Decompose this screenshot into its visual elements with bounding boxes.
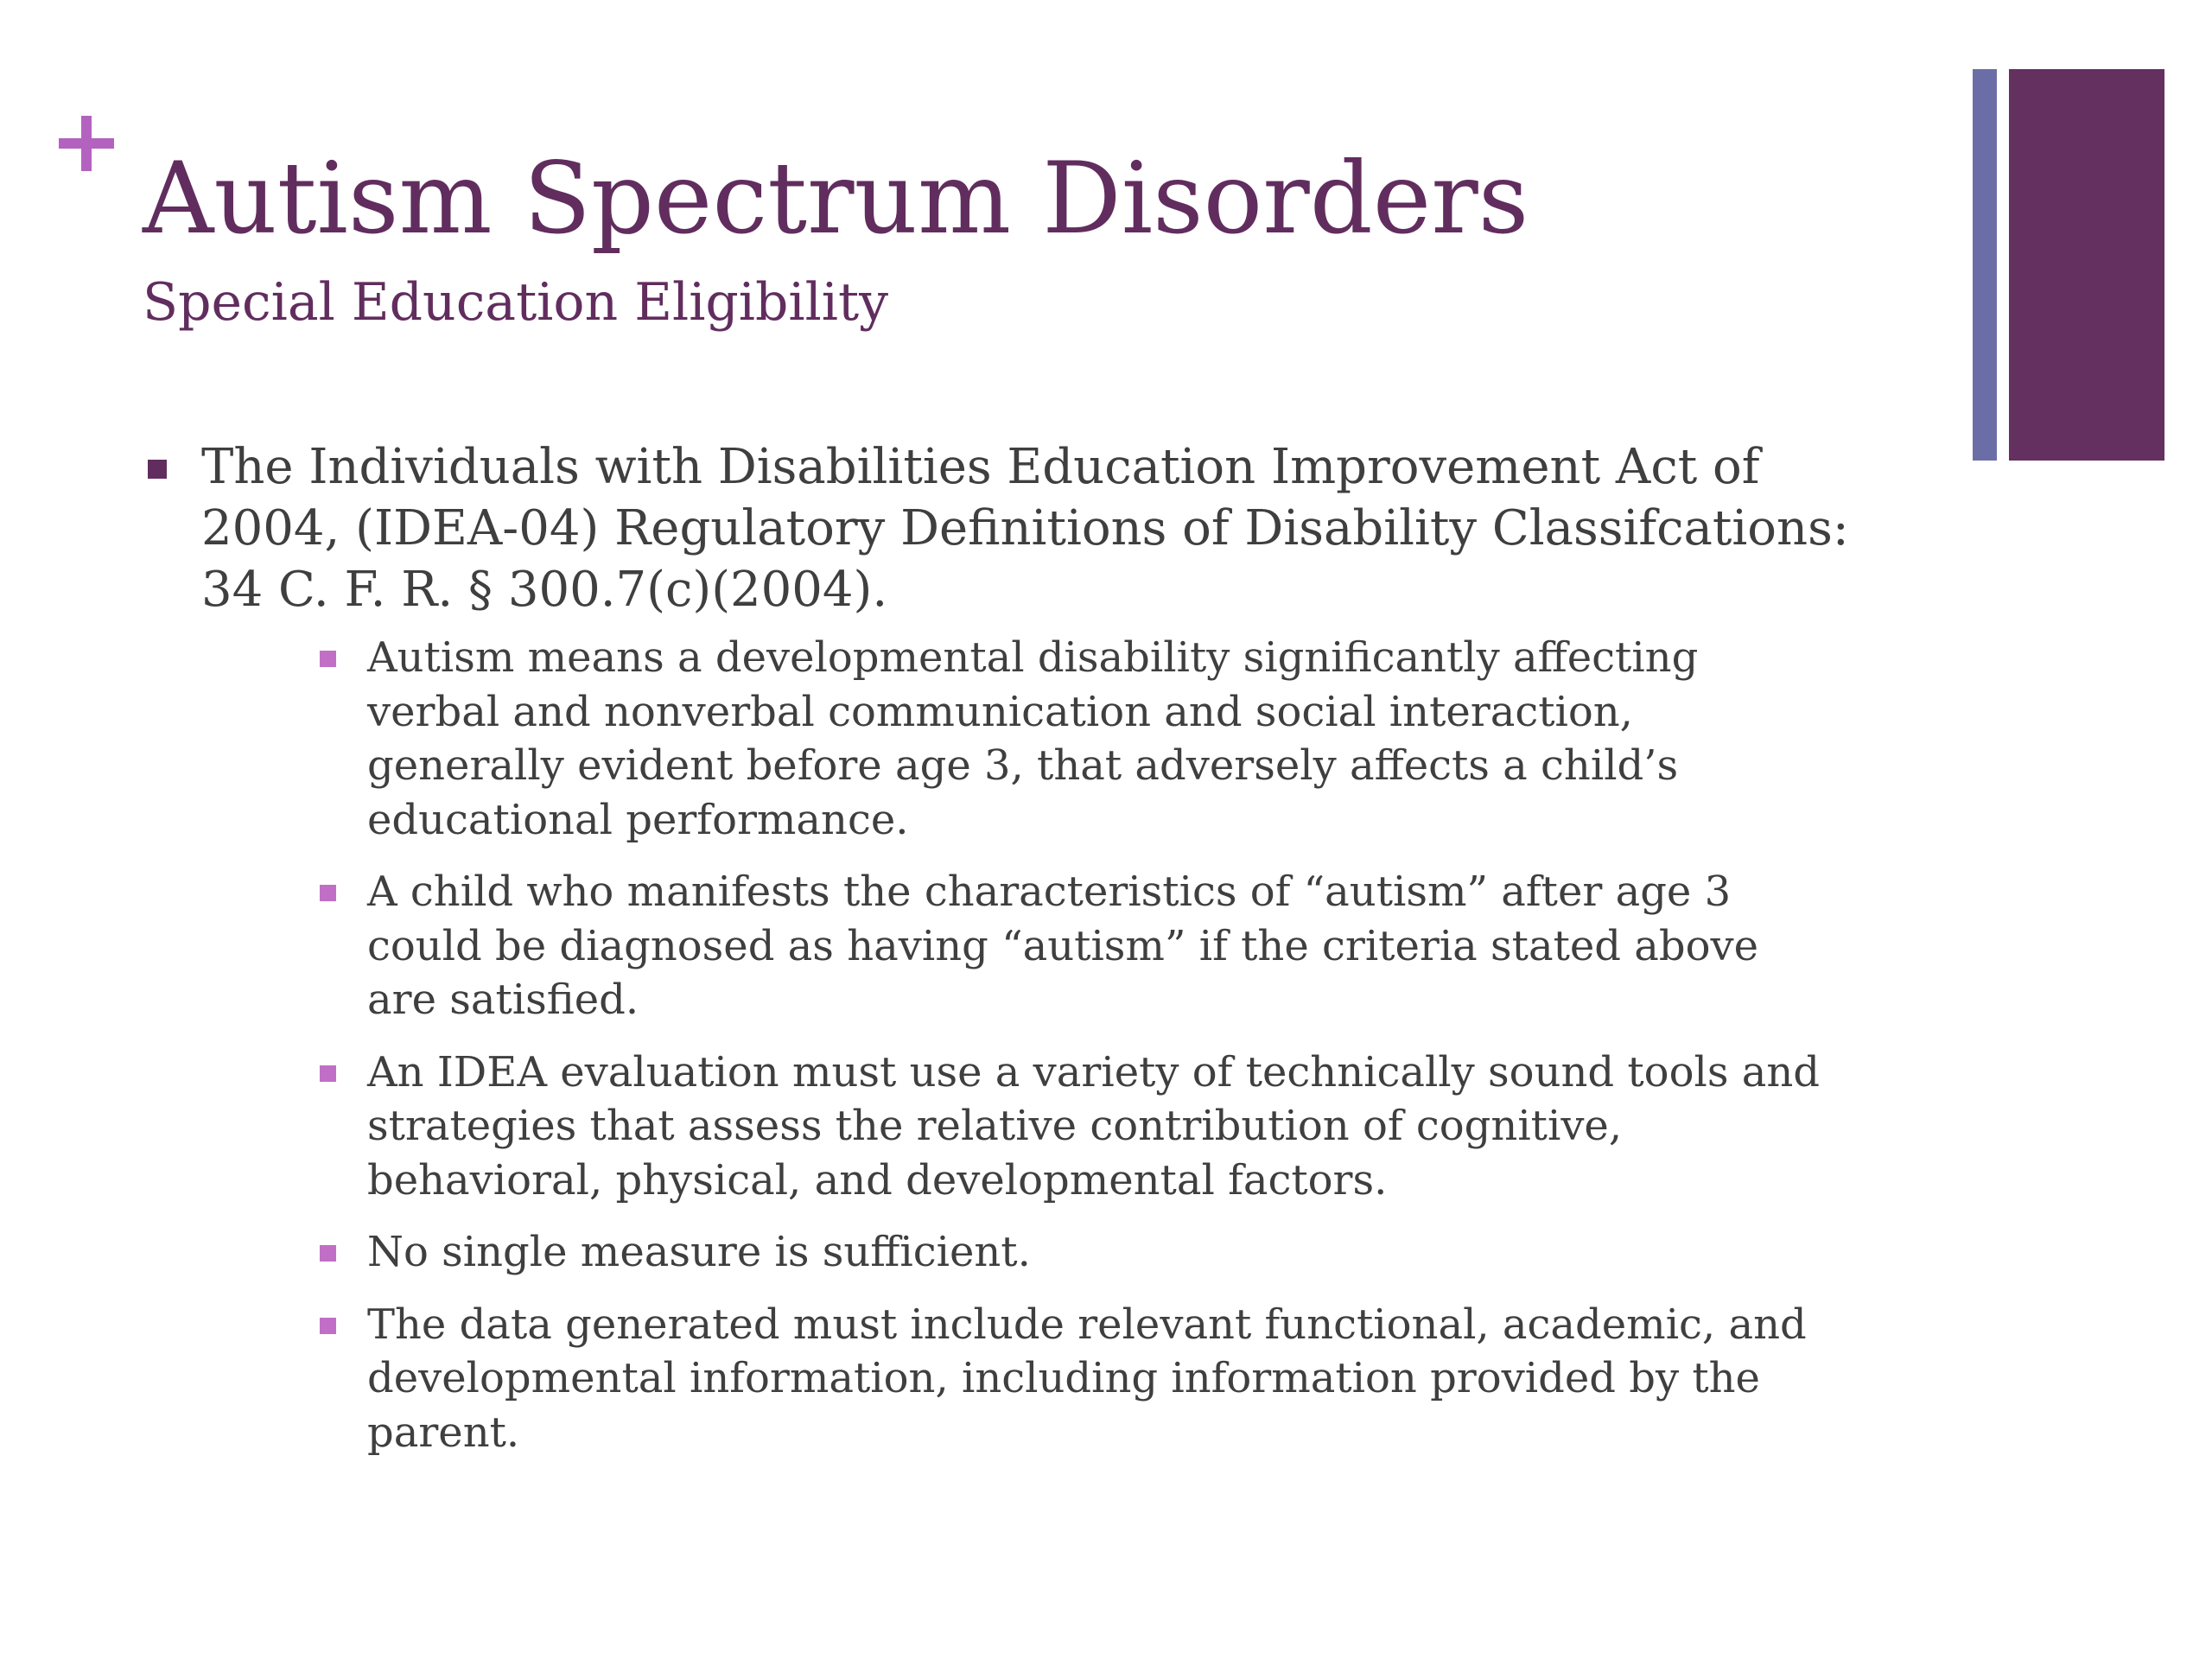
sub-point-after-age-3 (143, 865, 1940, 1027)
sub-point-evaluation-tools (143, 1046, 1940, 1208)
accent-bar-thin (1973, 69, 1997, 461)
sub-point-line: verbal and nonverbal communication and social interaction, (367, 687, 1633, 736)
square-bullet-icon (320, 1065, 336, 1082)
sub-point-line: generally evident before age 3, that adversely affects a child’s (367, 741, 1679, 790)
square-bullet-icon (320, 651, 336, 667)
sub-point-single-measure (143, 1225, 1940, 1280)
square-bullet-icon (148, 460, 167, 479)
sub-point-line: educational performance. (367, 795, 909, 844)
main-point (143, 436, 1940, 620)
sub-point-line: An IDEA evaluation must use a variety of technically sound tools and (367, 1047, 1820, 1096)
sub-point-line: strategies that assess the relative contribution of cognitive, (367, 1102, 1623, 1150)
sub-point-line: developmental information, including information provided by the (367, 1354, 1760, 1402)
square-bullet-icon (320, 1245, 336, 1262)
sub-point-line: behavioral, physical, and developmental factors. (367, 1155, 1388, 1205)
sub-point-line: The data generated must include relevant functional, academic, and (367, 1300, 1807, 1349)
sub-point-line: could be diagnosed as having “autism” if the criteria stated above (367, 921, 1759, 970)
sub-point-data-generated (143, 1298, 1940, 1460)
plus-icon-vertical (81, 116, 92, 171)
sub-point-line: No single measure is sufficient. (367, 1228, 1031, 1276)
main-point-line: The Individuals with Disabilities Education Improvement Act of (201, 439, 1760, 495)
square-bullet-icon (320, 1318, 336, 1334)
main-point-line: 2004, (IDEA-04) Regulatory Definitions of Disability Classifcations: (201, 500, 1849, 556)
accent-bar-thick (2009, 69, 2164, 461)
sub-point-autism-definition (143, 631, 1940, 847)
sub-point-line: A child who manifests the characteristics of “autism” after age 3 (367, 868, 1732, 916)
slide-subtitle: Special Education Eligibility (143, 272, 888, 333)
sub-point-line: parent. (367, 1408, 520, 1457)
plus-icon (59, 116, 114, 171)
sub-point-line: are satisfied. (367, 976, 639, 1024)
slide-title: Autism Spectrum Disorders (143, 141, 1529, 256)
main-point-line: 34 C. F. R. § 300.7(c)(2004). (201, 562, 888, 618)
sub-point-list (143, 631, 1940, 1459)
slide-body (143, 436, 1940, 1478)
square-bullet-icon (320, 885, 336, 901)
sub-point-line: Autism means a developmental disability significantly affecting (367, 633, 1699, 682)
